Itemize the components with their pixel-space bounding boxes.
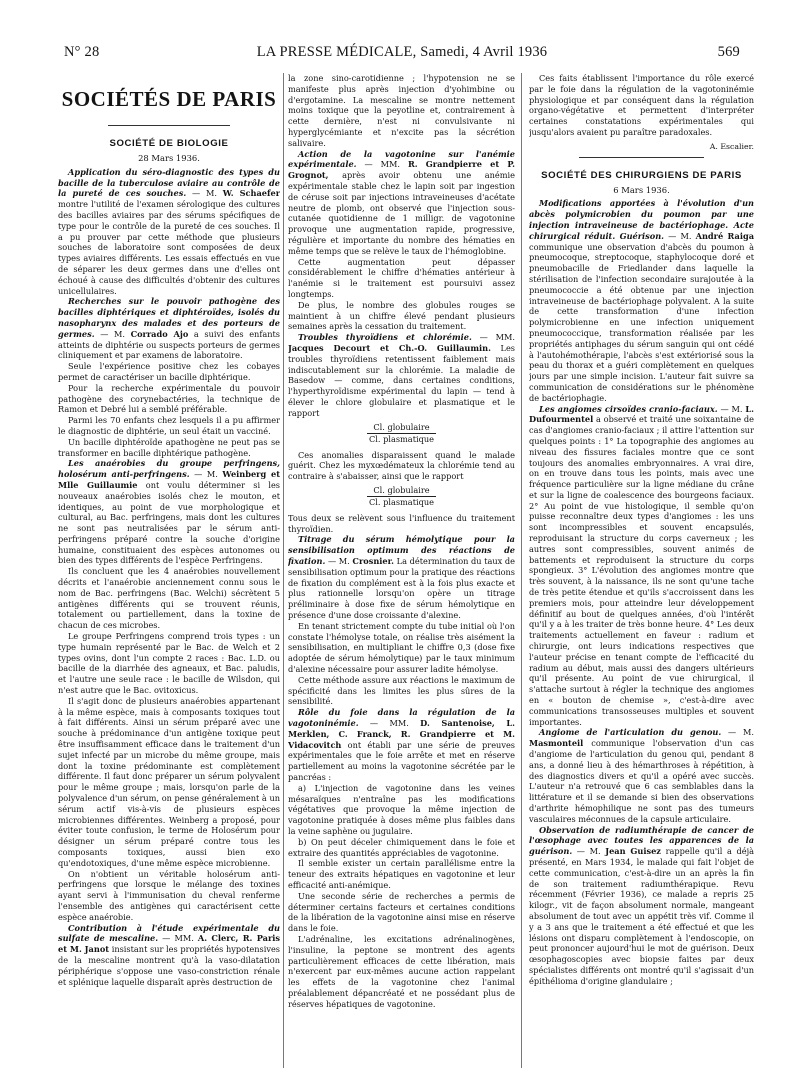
article-paragraph: Application du séro-diagnostic des types du bacille de la tuberculose aviaire au contrôle de la pureté de ces souches. — M. W. Schaefer montre l'utilité de l'examen sérologique des cultures des bacilles aviaires par des sérums spécifiques de type pour le contrôle de la pureté de ces souches. Il a pu prouver par cette méthode que plusieurs souches de laboratoire sont composées de deux types aviaires différents. Les essais effectués en vue de séparer les deux germes dans une d'elles ont échoué à cause des difficultés d'obtenir des cultures unicellulaires. xyxy=(58,166,280,296)
ratio-formula xyxy=(288,422,515,445)
article-paragraph: Rôle du foie dans la régulation de la vagotoninémie. — MM. D. Santenoise, L. Merklen, C. Franck, R. Grandpierre et M. Vidacovitch ont établi par une série de preuves expérimentales que le foie arrête et met en réserve partiellement au moins la vagotonine sécrétée par le pancréas : xyxy=(288,707,515,783)
article-author: L. Dufourmentel xyxy=(529,403,754,425)
page-number: 569 xyxy=(717,44,740,60)
article-continuation: la zone sino-carotidienne ; l'hypotension ne se manifeste plus après injection d'yohimbine ou d'ergotamine. La mescaline se montre nettement moins toxique que la peyotline et, contrairement à cette dernière, n'est ni convulsivante ni hyperglycémiante et n'excite pas la sécrétion salivaire. xyxy=(288,73,515,148)
section-rule xyxy=(579,157,704,158)
article-paragraph: Troubles thyroïdiens et chlorémie. — MM. Jacques Decourt et Ch.-O. Guillaumin. Les troubles thyroïdiens retentissent faiblement mais indiscutablement sur la chlorémie. La maladie de Basedow — comme, dans certaines conditions, l'hyperthyroïdisme expérimental du lapin — tend à élever le chlore globulaire et plasmatique et le rapport xyxy=(288,332,515,418)
article-paragraph: Un bacille diphtéroïde apathogène ne peut pas se transformer en bacille diphtérique pathogène. xyxy=(58,436,280,458)
article-text: ont établi par une série de preuves expérimentales que le foie arrête et met en réserve partiellement au moins la vagotonine sécrétée par le pancréas : xyxy=(288,739,515,783)
article-text: rappelle qu'il a déjà présenté, en Mars 1934, le malade qui fait l'objet de cette communication, c'est-à-dire un an après la fin de son traitement radiumthérapique. Revu récemment (Février 1936), ce malade a repris 25 kilogr., vit de façon absolument normale, mangeant absolument de tout avec un appétit très vif. Comme il y a 3 ans que le traitement a été effectué et que les lésions ont disparu complètement à l'endoscopie, on peut prononcer aujourd'hui le mot de guérison. Deux œsophagoscopies avec biopsie faites par deux spécialistes différents ont montré qu'il s'agissait d'un épithélioma d'origine glandulaire ; xyxy=(529,846,754,986)
column-2 xyxy=(288,73,515,1073)
article-paragraph: Recherches sur le pouvoir pathogène des bacilles diphtériques et diphtéroïdes, isolés du nasopharynx des malades et des porteurs de germes. — M. Corrado Ajo a suivi des enfants atteints de diphtérie ou suspects porteurs de germes cliniquement et par examens de laboratoire. xyxy=(58,296,280,361)
article-title: Application du séro-diagnostic des types du bacille de la tuberculose aviaire au contrôle de la pureté de ces souches. xyxy=(58,166,280,199)
ratio-numerator: Cl. globulaire xyxy=(367,422,435,434)
article-title: Recherches sur le pouvoir pathogène des bacilles diphtériques et diphtéroïdes, isolés du nasopharynx des malades et des porteurs de germes. xyxy=(58,296,280,339)
article-paragraph: Les angiomes cirsoïdes cranio-faciaux. — M. L. Dufourmentel a observé et traité une soixantaine de cas d'angiomes cranio-faciaux ; il attire l'attention sur quelques points : 1° La topographie des angiomes au niveau des fissures faciales montre que ce sont toujours des anomalies embryonnaires. A vrai dire, on en trouve dans tous les points, mais avec une fréquence particulière sur la ligne médiane du crâne et sur la ligne de coalescence des bourgeons faciaux. 2° Au point de vue histologique, il semble qu'on puisse reconnaître deux types d'angiomes : les uns sont incompressibles et souvent encapsulés, reproduisant la structure du corps caverneux ; les autres sont compressibles, souvent animés de battements et reproduisent la structure du corps spongieux. 3° L'évolution des angiomes montre que très souvent, à la naissance, ils ne sont qu'une tache de très petite étendue et qu'ils s'accroissent dans les premiers mois, pour atteindre leur développement définitif au bout de quelques années, d'où l'intérêt qu'il y a à les traiter de très bonne heure. 4° Les deux traitements actuellement en faveur : radium et chirurgie, ont leurs indications respectives que l'auteur précise en tenant compte de l'efficacité du radium au début, mais aussi des dangers ultérieurs qu'il présente. Au point de vue chirurgical, il s'attache surtout à régler la technique des angiomes en « bouton de chemise », c'est-à-dire avec communications transosseuses multiples et souvent importantes. xyxy=(529,403,754,727)
section-date: 6 Mars 1936. xyxy=(613,184,670,195)
article-paragraph: Observation de radiumthérapie de cancer de l'œsophage avec toutes les apparences de la guérison. — M. Jean Guisez rappelle qu'il a déjà présenté, en Mars 1934, le malade qui fait l'objet de cette communication, c'est-à-dire un an après la fin de son traitement radiumthérapique. Revu récemment (Février 1936), ce malade a repris 25 kilogr., vit de façon absolument normale, mangeant absolument de tout avec un appétit très vif. Comme il y a 3 ans que le traitement a été effectué et que les lésions ont disparu complètement à l'endoscopie, on peut prononcer aujourd'hui le mot de guérison. Deux œsophagoscopies avec biopsie faites par deux spécialistes différents ont montré qu'il s'agissait d'un épithélioma d'origine glandulaire ; xyxy=(529,824,754,986)
article-text: a observé et traité une soixantaine de cas d'angiomes cranio-faciaux ; il attire l'attention sur quelques points : 1° La topographie des angiomes au niveau des fissures faciales montre que ce sont toujours des anomalies embryonnaires. A vrai dire, on en trouve dans tous les points, mais avec une fréquence particulière sur la ligne médiane du crâne et sur la ligne de coalescence des bourgeons faciaux. 2° Au point de vue histologique, il semble qu'on puisse reconnaître deux types d'angiomes : les uns sont incompressibles et souvent encapsulés, reproduisant la structure du corps caverneux ; les autres sont compressibles, souvent animés de battements et reproduisent la structure du corps spongieux. 3° L'évolution des angiomes montre que très souvent, à la naissance, ils ne sont qu'une tache de très petite étendue et qu'ils s'accroissent dans les premiers mois, pour atteindre leur développement définitif au bout de quelques années, d'où l'intérêt qu'il y a à les traiter de très bonne heure. 4° Les deux traitements actuellement en faveur : radium et chirurgie, ont leurs indications respectives que l'auteur précise en tenant compte de l'efficacité du radium au début, mais aussi des dangers ultérieurs qu'il présente. Au point de vue chirurgical, il s'attache surtout à régler la technique des angiomes en « bouton de chemise », c'est-à-dire avec communications transosseuses multiples et souvent importantes. xyxy=(529,414,754,727)
article-continuation: Ces faits établissent l'importance du rôle exercé par le foie dans la régulation de la vagotoninémie physiologique et par conséquent dans la régulation organo-végétative et permettent d'interpréter certaines constatations expérimentales qui jusqu'alors avaient pu paraître paradoxales. xyxy=(529,73,754,137)
article-title: Action de la vagotonine sur l'anémie expérimentale. xyxy=(288,148,515,170)
article-paragraph: On n'obtient un véritable holosérum anti-perfringens que lorsque le mélange des toxines ayant servi à l'immunisation du cheval renferme l'ensemble des antigènes qui caractérisent cette espèce anaérobie. xyxy=(58,868,280,922)
article-title: Rôle du foie dans la régulation de la vagotoninémie. xyxy=(288,707,515,729)
section-title-chirurgiens: SOCIÉTÉ DES CHIRURGIENS DE PARIS xyxy=(541,169,742,181)
section-title-biologie: SOCIÉTÉ DE BIOLOGIE xyxy=(109,138,229,149)
article-title: Les angiomes cirsoïdes cranio-faciaux. xyxy=(539,403,718,414)
article-paragraph: Il s'agit donc de plusieurs anaérobies appartenant à la même espèce, mais à composants toxiques tout à fait différents. Ainsi un sérum préparé avec une souche à prédominance d'un antigène toxique peut être insuffisamment efficace dans le traitement d'un sujet infecté par un microbe du même groupe, mais dont la toxine prédominante est complètement différente. Il faut donc préparer un sérum polyvalent pour le même groupe ; mais, lorsqu'on parle de la polyvalence d'un sérum, on pense généralement à un sérum actif vis-à-vis de plusieurs espèces microbiennes différentes. Weinberg a proposé, pour éviter toute confusion, le terme de Holosérum pour désigner un sérum préparé contre tous les composants toxiques, aussi bien exo qu'endotoxiques, d'une même espèce microbienne. xyxy=(58,695,280,868)
ratio-denominator: Cl. plasmatique xyxy=(369,496,434,507)
article-author: D. Santenoise, L. Merklen, C. Franck, R. Grandpierre et M. Vidacovitch xyxy=(288,718,515,750)
article-title: Troubles thyroïdiens et chlorémie. xyxy=(298,332,472,343)
article-author: André Raiga xyxy=(695,230,754,241)
article-text: Les troubles thyroïdiens retentissent faiblement mais indiscutablement sur la chlorémie. La maladie de Basedow — comme, dans certaines conditions, l'hyperthyroïdisme expérimental du lapin — tend à élever le chlore globulaire et plasmatique et le rapport xyxy=(288,342,515,418)
article-paragraph: Action de la vagotonine sur l'anémie expérimentale. — MM. R. Grandpierre et P. Grognot, après avoir obtenu une anémie expérimentale stable chez le lapin soit par ingestion de céruse soit par injections intraveineuses d'acétate neutre de plomb, ont observé que l'injection sous-cutanée quotidienne de 1 milligr. de vagotonine provoque une augmentation rapide, progressive, régulière et importante du nombre des hématies en même temps que se relève le taux de l'hémoglobine. xyxy=(288,148,515,256)
column-3 xyxy=(529,73,754,1073)
article-paragraph: Ils concluent que les 4 anaérobies nouvellement décrits et l'anaérobie anciennement connu sous le nom de Bac. perfringens (Bac. Welchi) sécrètent 5 antigènes différents qui se trouvent réunis, totalement ou partiellement, dans la toxine de chacun de ces microbes. xyxy=(58,566,280,631)
article-author: Jean Guisez xyxy=(605,846,661,857)
article-paragraph: Parmi les 70 enfants chez lesquels il a pu affirmer le diagnostic de diphtérie, un seul était un vacciné. xyxy=(58,415,280,436)
ratio-denominator: Cl. plasmatique xyxy=(369,433,434,444)
article-author: Masmonteil xyxy=(529,738,584,749)
article-text: communique l'observation d'un cas d'angiome de l'articulation du genou qui, pendant 8 ans, a donné lieu à des hémarthroses à répétition, à des diagnostics divers et qu'il a opéré avec succès. L'auteur n'a retrouvé que 6 cas semblables dans la littérature et il se demande si bien des observations d'arthrite hémophilique ne sont pas des tumeurs vasculaires méconnues de la capsule articulaire. xyxy=(529,738,754,824)
article-title: Titrage du sérum hémolytique pour la sensibilisation optimum des réactions de fixation. xyxy=(288,534,515,567)
article-text: montre l'utilité de l'examen sérologique des cultures des bacilles aviaires par des sérums spécifiques de type pour le contrôle de la pureté de ces souches. Il a pu prouver par cette méthode que plusieurs souches de laboratoire sont composées de deux types aviaires différents. Les essais effectués en vue de séparer les deux germes dans une d'elles ont échoué à cause des difficultés d'obtenir des cultures unicellulaires. xyxy=(58,199,280,296)
article-title: Observation de radiumthérapie de cancer de l'œsophage avec toutes les apparences de la guérison. xyxy=(529,824,754,857)
title-rule xyxy=(108,125,230,126)
article-author: Corrado Ajo xyxy=(130,328,189,339)
report-signature: A. Escalier. xyxy=(709,141,754,151)
column-divider-1 xyxy=(283,73,284,1068)
article-paragraph: Titrage du sérum hémolytique pour la sensibilisation optimum des réactions de fixation. — M. Crosnier. La détermination du taux de sensibilisation optimum pour la pratique des réactions de fixation du complément est à la fois plus exacte et plus rationnelle lorsqu'on opère un titrage préliminaire à dose fixe de sérum hémolytique en présence d'une dose croissante d'alexine. xyxy=(288,534,515,621)
article-paragraph: Pour la recherche expérimentale du pouvoir pathogène des corynebactéries, la technique de Ramon et Debré lui a semblé préférable. xyxy=(58,382,280,415)
ratio-numerator: Cl. globulaire xyxy=(367,485,435,497)
article-paragraph: Ces anomalies disparaissent quand le malade guérit. Chez les myxœdémateux la chlorémie tend au contraire à s'abaisser, ainsi que le rapport xyxy=(288,449,515,482)
article-author: W. Schaefer xyxy=(222,188,280,199)
article-paragraph: Seule l'expérience positive chez les cobayes permet de caractériser un bacille diphtérique. xyxy=(58,361,280,382)
article-author: Crosnier. xyxy=(352,556,395,567)
column-1 xyxy=(58,73,280,1073)
article-text: a suivi des enfants atteints de diphtérie ou suspects porteurs de germes cliniquement et par examens de laboratoire. xyxy=(58,328,280,361)
article-author: Weinberg et Mlle Guillaumie xyxy=(58,469,280,490)
article-text: communique une observation d'abcès du poumon à pneumocoque, streptocoque, staphylocoque doré et pneumobacille de Friedlander dans laquelle la stérilisation de l'infection secondaire surajoutée à la pneumococcie a été obtenue par une injection intraveineuse de bactériophage polyvalent. A la suite de cette transformation d'une infection polymicrobienne en une infection uniquement pneumococcique, transformation réalisée par les propriétés antiphages du sérum sanguin qui ont cédé à l'autohémothérapie, l'abcès s'est extériorisé sous la peau du thorax et a guéri complètement en quelques jours par une simple incision. L'auteur fait suivre sa communication de considérations sur le phénomène de bactériophagie. xyxy=(529,241,754,403)
article-text: après avoir obtenu une anémie expérimentale stable chez le lapin soit par ingestion de céruse soit par injections intraveineuses d'acétate neutre de plomb, ont observé que l'injection sous-cutanée quotidienne de 1 milligr. de vagotonine provoque une augmentation rapide, progressive, régulière et importante du nombre des hématies en même temps que se relève le taux de l'hémoglobine. xyxy=(288,170,515,256)
journal-title-date: LA PRESSE MÉDICALE, Samedi, 4 Avril 1936 xyxy=(256,44,548,60)
column-divider-2 xyxy=(521,73,522,1068)
article-title: Angiome de l'articulation du genou. xyxy=(539,727,722,738)
article-text: insistant sur les propriétés hypotensives de la mescaline montrent qu'à la vaso-dilatation périphérique s'oppose une vaso-constriction rénale et splénique laquelle disparaît après destruction de xyxy=(58,944,280,987)
article-paragraph: Contribution à l'étude expérimentale du sulfate de mescaline. — MM. A. Clerc, R. Paris et M. Janot insistant sur les propriétés hypotensives de la mescaline montrent qu'à la vaso-dilatation périphérique s'oppose une vaso-constriction rénale et splénique laquelle disparaît après destruction de xyxy=(58,922,280,987)
article-paragraph: De plus, le nombre des globules rouges se maintient à un chiffre élevé pendant plusieurs semaines après la cessation du traitement. xyxy=(288,299,515,332)
article-paragraph: Les anaérobies du groupe perfringens, holosérum anti-perfringens. — M. Weinberg et Mlle Guillaumie ont voulu déterminer si les nouveaux anaérobies isolés chez le mouton, et identiques, au point de vue morphologique et cultural, au Bac. perfringens, mais dont les cultures ne sont pas neutralisées par le sérum anti-perfringens préparé contre la souche d'origine humaine, constituaient des espèces autonomes ou bien des types différents de l'espèce Perfringens. xyxy=(58,458,280,566)
article-paragraph: b) On peut déceler chimiquement dans le foie et extraire des quantités appréciables de vagotonine. xyxy=(288,836,515,858)
article-paragraph: L'adrénaline, les excitations adrénalinogènes, l'insuline, la peptone se montrent des agents particulièrement efficaces de cette libération, mais n'exercent par eux-mêmes aucune action rappelant les effets de la vagotonine chez l'animal préalablement dépancréaté et ne possédant plus de réserves hépatiques de vagotonine. xyxy=(288,933,515,1009)
article-paragraph: Cette augmentation peut dépasser considérablement le chiffre d'hématies antérieur à l'anémie si le traitement est poursuivi assez longtemps. xyxy=(288,256,515,299)
article-author: R. Grandpierre et P. Grognot, xyxy=(288,159,515,181)
article-title: Les anaérobies du groupe perfringens, holosérum anti-perfringens. xyxy=(58,458,280,480)
article-paragraph: Il semble exister un certain parallélisme entre la teneur des extraits hépatiques en vagotonine et leur efficacité anti-anémique. xyxy=(288,858,515,890)
article-paragraph: Le groupe Perfringens comprend trois types : un type humain représenté par le Bac. de Welch et 2 types ovins, dont l'un compte 2 races : Bac. L.D. ou bacille de la diarrhée des agneaux, et Bac. paludis, et l'autre une seule race : le bacille de Wilsdon, qui n'est autre que le Bac. ovitoxicus. xyxy=(58,631,280,696)
article-author: A. Clerc, R. Paris et M. Janot xyxy=(58,933,280,955)
article-paragraph: Tous deux se relèvent sous l'influence du traitement thyroïdien. xyxy=(288,512,515,534)
article-author: Jacques Decourt et Ch.-O. Guillaumin. xyxy=(288,342,491,353)
running-header xyxy=(64,44,740,66)
article-paragraph: Modifications apportées à l'évolution d'un abcès polymicrobien du poumon par une injection intraveineuse de bactériophage. Acte chirurgical réduit. Guérison. — M. André Raiga communique une observation d'abcès du poumon à pneumocoque, streptocoque, staphylocoque doré et pneumobacille de Friedlander dans laquelle la stérilisation de l'infection secondaire surajoutée à la pneumococcie a été obtenue par une injection intraveineuse de bactériophage polyvalent. A la suite de cette transformation d'une infection polymicrobienne en une infection uniquement pneumococcique, transformation réalisée par les propriétés antiphages du sérum sanguin qui ont cédé à l'autohémothérapie, l'abcès s'est extériorisé sous la peau du thorax et a guéri complètement en quelques jours par une simple incision. L'auteur fait suivre sa communication de considérations sur le phénomène de bactériophagie. xyxy=(529,198,754,403)
ratio-formula xyxy=(288,485,515,508)
article-paragraph: Angiome de l'articulation du genou. — M. Masmonteil communique l'observation d'un cas d'angiome de l'articulation du genou qui, pendant 8 ans, a donné lieu à des hémarthroses à répétition, à des diagnostics divers et qu'il a opéré avec succès. L'auteur n'a retrouvé que 6 cas semblables dans la littérature et il se demande si bien des observations d'arthrite hémophilique ne sont pas des tumeurs vasculaires méconnues de la capsule articulaire. xyxy=(529,727,754,824)
section-date: 28 Mars 1936. xyxy=(138,153,200,163)
article-paragraph: Une seconde série de recherches a permis de déterminer certains facteurs et certaines conditions de la libération de la vagotonine ainsi mise en réserve dans le foie. xyxy=(288,890,515,934)
article-text: La détermination du taux de sensibilisation optimum pour la pratique des réactions de fixation du complément est à la fois plus exacte et plus rationnelle lorsqu'on opère un titrage préliminaire à dose fixe de sérum hémolytique en présence d'une dose croissante d'alexine. xyxy=(288,556,515,621)
article-title: Contribution à l'étude expérimentale du sulfate de mescaline. xyxy=(58,922,280,944)
article-text: ont voulu déterminer si les nouveaux anaérobies isolés chez le mouton, et identiques, au point de vue morphologique et cultural, au Bac. perfringens, mais dont les cultures ne sont pas neutralisées par le sérum anti-perfringens préparé contre la souche d'origine humaine, constituaient des espèces autonomes ou bien des types différents de l'espèce Perfringens. xyxy=(58,479,280,566)
issue-number: N° 28 xyxy=(64,44,100,60)
article-paragraph: En tenant strictement compte du tube initial où l'on constate l'hémolyse totale, on réalise très aisément la sensibilisation, en multipliant le chiffre 0,3 (dose fixe adoptée de sérum hémolytique) par le taux minimum d'alexine nécessaire pour assurer ladite hémolyse. xyxy=(288,620,515,675)
main-title: SOCIÉTÉS DE PARIS xyxy=(61,87,277,111)
article-paragraph: Cette méthode assure aux réactions le maximum de spécificité dans les limites les plus sûres de la sensibilité. xyxy=(288,674,515,707)
article-title: Modifications apportées à l'évolution d'un abcès polymicrobien du poumon par une injection intraveineuse de bactériophage. Acte chirurgical réduit. Guérison. xyxy=(529,198,754,241)
article-paragraph: a) L'injection de vagotonine dans les veines mésaraïques n'entraîne pas les modifications végétatives que provoque la même injection de vagotonine pratiquée à doses même plus faibles dans la veine saphène ou jugulaire. xyxy=(288,782,515,836)
